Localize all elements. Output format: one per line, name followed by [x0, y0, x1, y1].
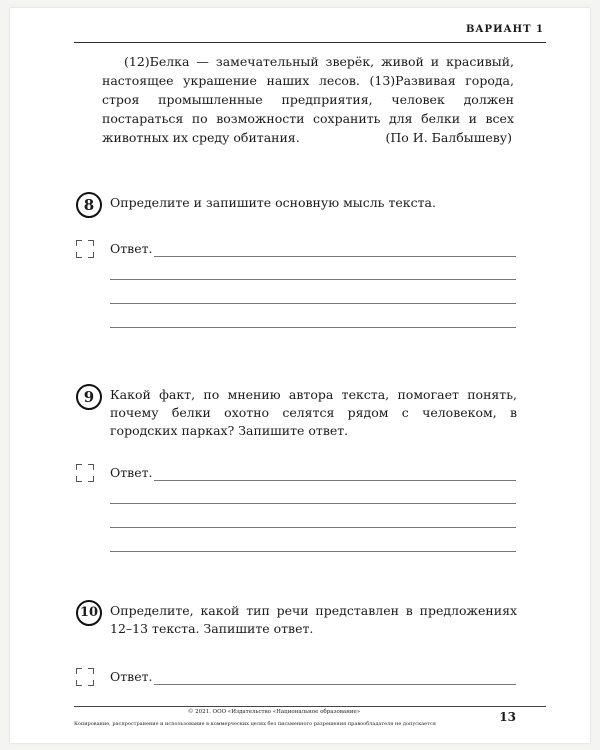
- answer-label: Ответ.: [110, 465, 153, 480]
- answer-line[interactable]: [110, 551, 516, 552]
- page-number: 13: [499, 710, 516, 724]
- answer-label: Ответ.: [110, 241, 153, 256]
- answer-row: [76, 240, 516, 260]
- answer-line[interactable]: [110, 279, 516, 280]
- answer-box: [76, 240, 94, 258]
- answer-line[interactable]: [154, 480, 516, 481]
- answer-row: [76, 668, 516, 688]
- answer-line[interactable]: [110, 503, 516, 504]
- answer-line[interactable]: [110, 527, 516, 528]
- answer-line[interactable]: [154, 684, 516, 685]
- answer-line[interactable]: [154, 256, 516, 257]
- variant-label: ВАРИАНТ 1: [465, 24, 544, 35]
- footer-note: Копирование, распространение и использование в коммерческих целях без письменного разрешения правообладателя не допускается: [74, 721, 436, 727]
- answer-box: [76, 668, 94, 686]
- answer-line[interactable]: [110, 327, 516, 328]
- page-header: [74, 22, 546, 43]
- task-number: 8: [76, 192, 102, 218]
- passage-source: (По И. Балбышеву): [385, 130, 512, 145]
- task-number: 9: [76, 384, 102, 410]
- answer-row: [76, 464, 516, 484]
- answer-box: [76, 464, 94, 482]
- answer-line[interactable]: [110, 303, 516, 304]
- task-question: Определите и запишите основную мысль текста.: [110, 195, 436, 210]
- task-question: Определите, какой тип речи представлен в предложениях 12–13 текста. Запишите ответ.: [110, 603, 517, 636]
- footer-copyright: © 2021. ООО «Издательство «Национальное образование»: [187, 709, 361, 715]
- task-question: Какой факт, по мнению автора текста, помогает понять, почему белки охотно селятся рядом с человеком, в городских парках? Запишите ответ.: [110, 387, 517, 438]
- task-number: 10: [76, 600, 102, 626]
- page: [10, 8, 590, 743]
- footer-divider: [74, 706, 546, 707]
- answer-label: Ответ.: [110, 669, 153, 684]
- passage-text: (12)Белка — замечательный зверёк, живой и красивый, настоящее украшение наших лесов. (13)Развивая города, строя промышленные предприятия, человек должен постараться по возможности сохранить для белки и всех животных их среду обитания.: [102, 54, 514, 145]
